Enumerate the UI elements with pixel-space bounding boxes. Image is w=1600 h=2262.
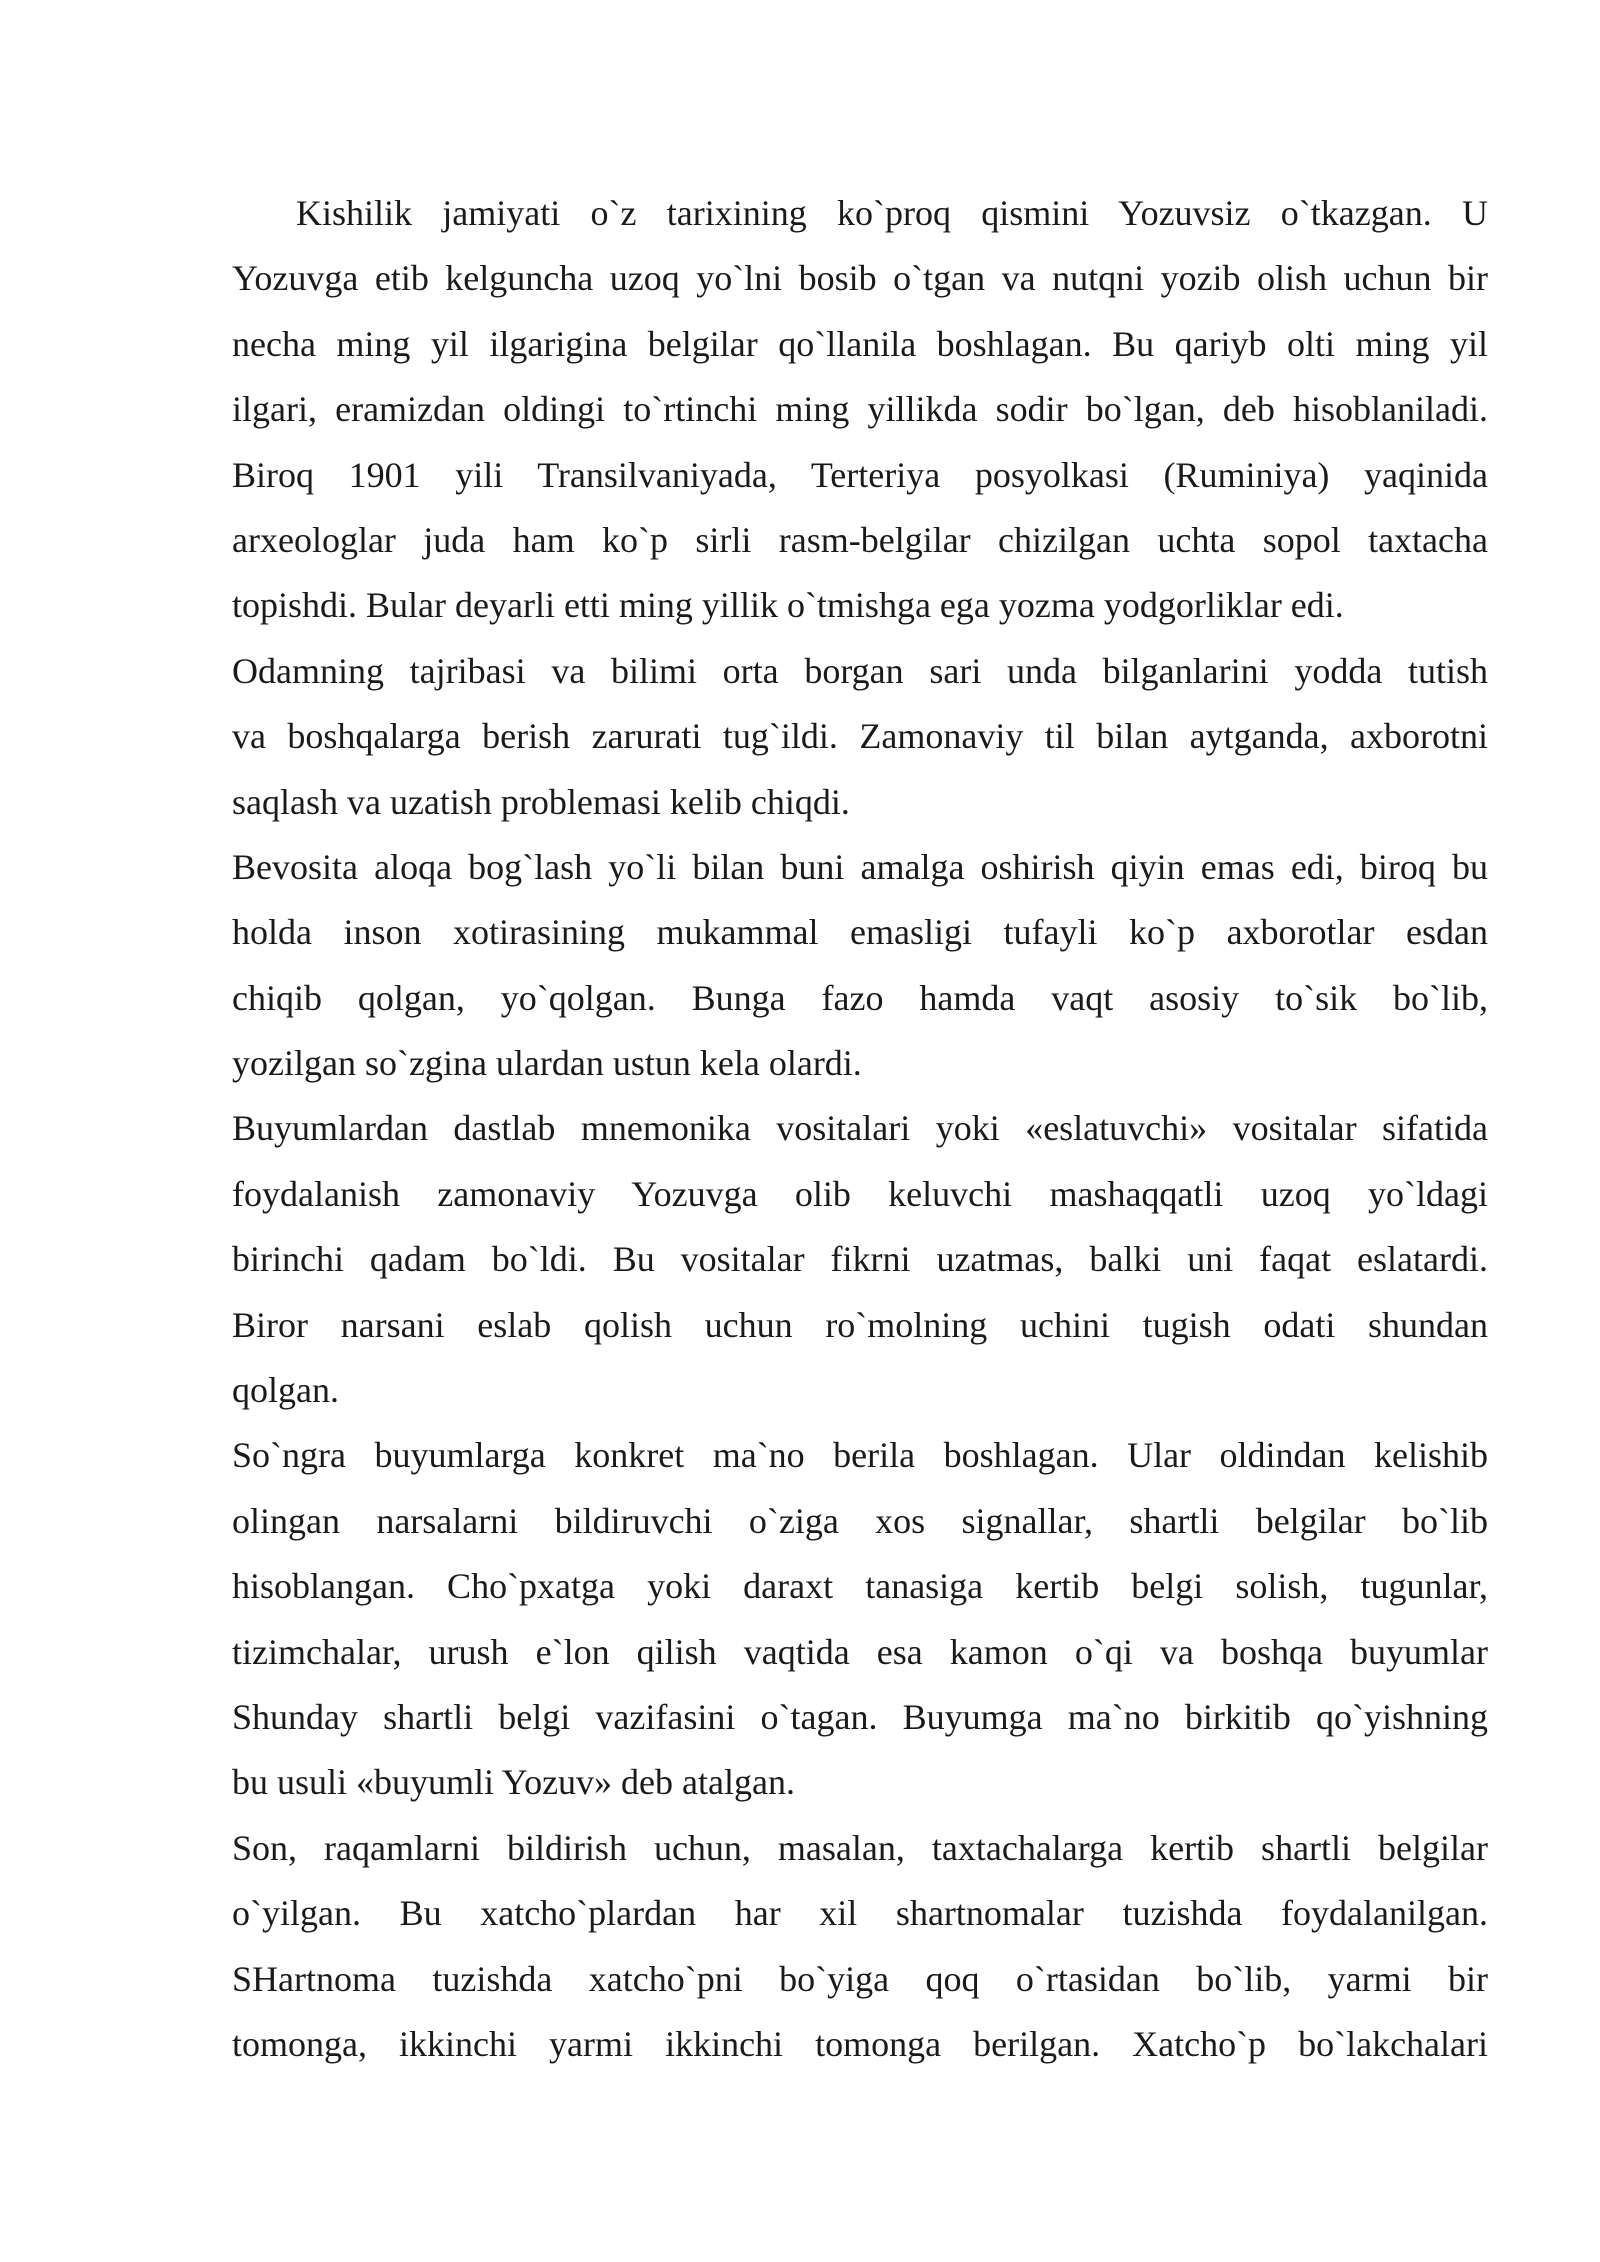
text-line: Buyumlardan dastlab mnemonika vositalari yoki «eslatuvchi» vositalar sifatida: [232, 1108, 1488, 1149]
text-line: necha ming yil ilgarigina belgilar qo`llanila boshlagan. Bu qariyb olti ming yil: [232, 323, 1488, 364]
document-body: [232, 181, 1488, 2077]
text-line: Biroq 1901 yili Transilvaniyada, Terteriya posyolkasi (Ruminiya) yaqinida: [232, 454, 1488, 495]
text-line: chiqib qolgan, yo`qolgan. Bunga fazo hamda vaqt asosiy to`sik bo`lib,: [232, 977, 1488, 1018]
text-line: Kishilik jamiyati o`z tarixining ko`proq qismini Yozuvsiz o`tkazgan. U: [296, 193, 1488, 233]
text-line: tomonga, ikkinchi yarmi ikkinchi tomonga berilgan. Xatcho`p bo`lakchalari: [232, 2023, 1488, 2064]
text-line: arxeologlar juda ham ko`p sirli rasm-belgilar chizilgan uchta sopol taxtacha: [232, 519, 1488, 560]
text-line: o`yilgan. Bu xatcho`plardan har xil shartnomalar tuzishda foydalanilgan.: [232, 1893, 1488, 1934]
text-line: foydalanish zamonaviy Yozuvga olib keluvchi mashaqqatli uzoq yo`ldagi: [232, 1173, 1488, 1214]
text-line: Son, raqamlarni bildirish uchun, masalan, taxtachalarga kertib shartli belgilar: [232, 1827, 1488, 1868]
text-line: tizimchalar, urush e`lon qilish vaqtida esa kamon o`qi va boshqa buyumlar: [232, 1631, 1488, 1672]
text-line: SHartnoma tuzishda xatcho`pni bo`yiga qoq o`rtasidan bo`lib, yarmi bir: [232, 1958, 1488, 1999]
text-line: Odamning tajribasi va bilimi orta borgan sari unda bilganlarini yodda tutish: [232, 650, 1488, 691]
text-line: So`ngra buyumlarga konkret ma`no berila boshlagan. Ular oldindan kelishib: [232, 1435, 1488, 1476]
text-line: birinchi qadam bo`ldi. Bu vositalar fikrni uzatmas, balki uni faqat eslatardi.: [232, 1239, 1488, 1280]
text-line: va boshqalarga berish zarurati tug`ildi. Zamonaviy til bilan aytganda, axborotni: [232, 716, 1488, 757]
text-line: olingan narsalarni bildiruvchi o`ziga xos signallar, shartli belgilar bo`lib: [232, 1500, 1488, 1541]
text-line: ilgari, eramizdan oldingi to`rtinchi ming yillikda sodir bo`lgan, deb hisoblaniladi.: [232, 389, 1488, 430]
text-line: Bevosita aloqa bog`lash yo`li bilan buni amalga oshirish qiyin emas edi, biroq bu: [232, 846, 1488, 887]
text-line: saqlash va uzatish problemasi kelib chiqdi.: [232, 781, 850, 822]
text-line: topishdi. Bular deyarli etti ming yillik o`tmishga ega yozma yodgorliklar edi.: [232, 585, 1344, 626]
text-line: qolgan.: [232, 1370, 339, 1411]
text-line: bu usuli «buyumli Yozuv» deb atalgan.: [232, 1762, 795, 1803]
text-line: yozilgan so`zgina ulardan ustun kela olardi.: [232, 1043, 862, 1084]
text-line: Shunday shartli belgi vazifasini o`tagan. Buyumga ma`no birkitib qo`yishning: [232, 1696, 1488, 1737]
text-line: hisoblangan. Cho`pxatga yoki daraxt tanasiga kertib belgi solish, tugunlar,: [232, 1566, 1488, 1607]
text-line: Biror narsani eslab qolish uchun ro`molning uchini tugish odati shundan: [232, 1304, 1488, 1345]
text-line: Yozuvga etib kelguncha uzoq yo`lni bosib o`tgan va nutqni yozib olish uchun bir: [232, 258, 1488, 299]
text-line: holda inson xotirasining mukammal emasligi tufayli ko`p axborotlar esdan: [232, 912, 1488, 953]
